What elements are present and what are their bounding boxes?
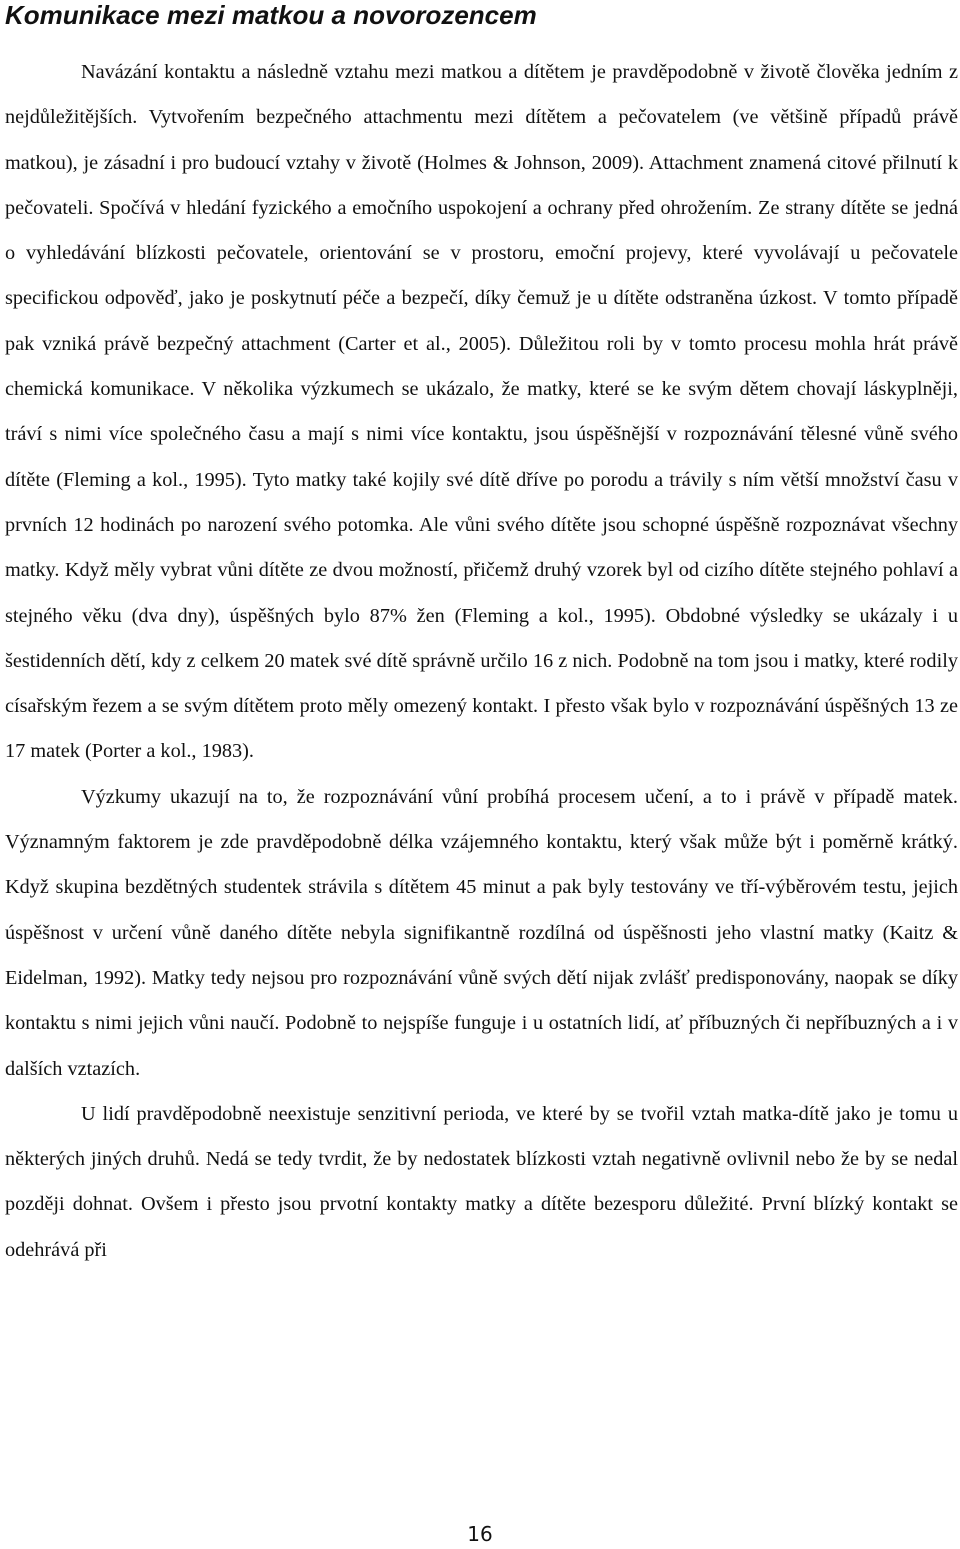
page-number: 16	[467, 1522, 493, 1546]
section-heading: Komunikace mezi matkou a novorozencem	[5, 0, 537, 30]
paragraph-1: Navázání kontaktu a následně vztahu mezi matkou a dítětem je pravděpodobně v životě člověka jedním z nejdůležitějších. Vytvořením bezpečného attachmentu mezi dítětem a pečovatelem (ve většině případů právě matkou), je zásadní i pro budoucí vztahy v životě (Holmes & Johnson, 2009). Attachment znamená citové přilnutí k pečovateli. Spočívá v hledání fyzického a emočního uspokojení a ochrany před ohrožením. Ze strany dítěte se jedná o vyhledávání blízkosti pečovatele, orientování se v prostoru, emoční projevy, které vyvolávají u pečovatele specifickou odpověď, jako je poskytnutí péče a bezpečí, díky čemuž je u dítěte odstraněna úzkost. V tomto případě pak vzniká právě bezpečný attachment (Carter et al., 2005). Důležitou roli by v tomto procesu mohla hrát právě chemická komunikace. V několika výzkumech se ukázalo, že matky, které se ke svým dětem chovají láskyplněji, tráví s nimi více společného času a mají s nimi více kontaktu, jsou úspěšnější v rozpoznávání tělesné vůně svého dítěte (Fleming a kol., 1995). Tyto matky také kojily své dítě dříve po porodu a trávily s ním větší množství času v prvních 12 hodinách po narození svého potomka. Ale vůni svého dítěte jsou schopné úspěšně rozpoznávat všechny matky. Když měly vybrat vůni dítěte ze dvou možností, přičemž druhý vzorek byl od cizího dítěte stejného pohlaví a stejného věku (dva dny), úspěšných bylo 87% žen (Fleming a kol., 1995). Obdobné výsledky se ukázaly i u šestidenních dětí, kdy z celkem 20 matek své dítě správně určilo 16 z nich. Podobně na tom jsou i matky, které rodily císařským řezem a se svým dítětem proto měly omezený kontakt. I přesto však bylo v rozpoznávání úspěšných 13 ze 17 matek (Porter a kol., 1983).	[5, 61, 958, 763]
paragraph-2: Výzkumy ukazují na to, že rozpoznávání vůní probíhá procesem učení, a to i právě v případě matek. Významným faktorem je zde pravděpodobně délka vzájemného kontaktu, který však může být i poměrně krátký. Když skupina bezdětných studentek strávila s dítětem 45 minut a pak byly testovány ve tří-výběrovém testu, jejich úspěšnost v určení vůně daného dítěte nebyla signifikantně rozdílná od úspěšnosti jeho vlastní matky (Kaitz & Eidelman, 1992). Matky tedy nejsou pro rozpoznávání vůně svých dětí nijak zvlášť predisponovány, naopak se díky kontaktu s nimi jejich vůni naučí. Podobně to nejspíše funguje i u ostatních lidí, ať příbuzných či nepříbuzných a i v dalších vztazích.	[5, 785, 958, 1080]
document-page	[5, 0, 958, 1273]
paragraph-3: U lidí pravděpodobně neexistuje senzitivní perioda, ve které by se tvořil vztah matka-dítě jako je tomu u některých jiných druhů. Nedá se tedy tvrdit, že by nedostatek blízkosti vztah negativně ovlivnil nebo že by se nedal později dohnat. Ovšem i přesto jsou prvotní kontakty matky a dítěte bezesporu důležité. První blízký kontakt se odehrává při	[5, 1102, 958, 1261]
